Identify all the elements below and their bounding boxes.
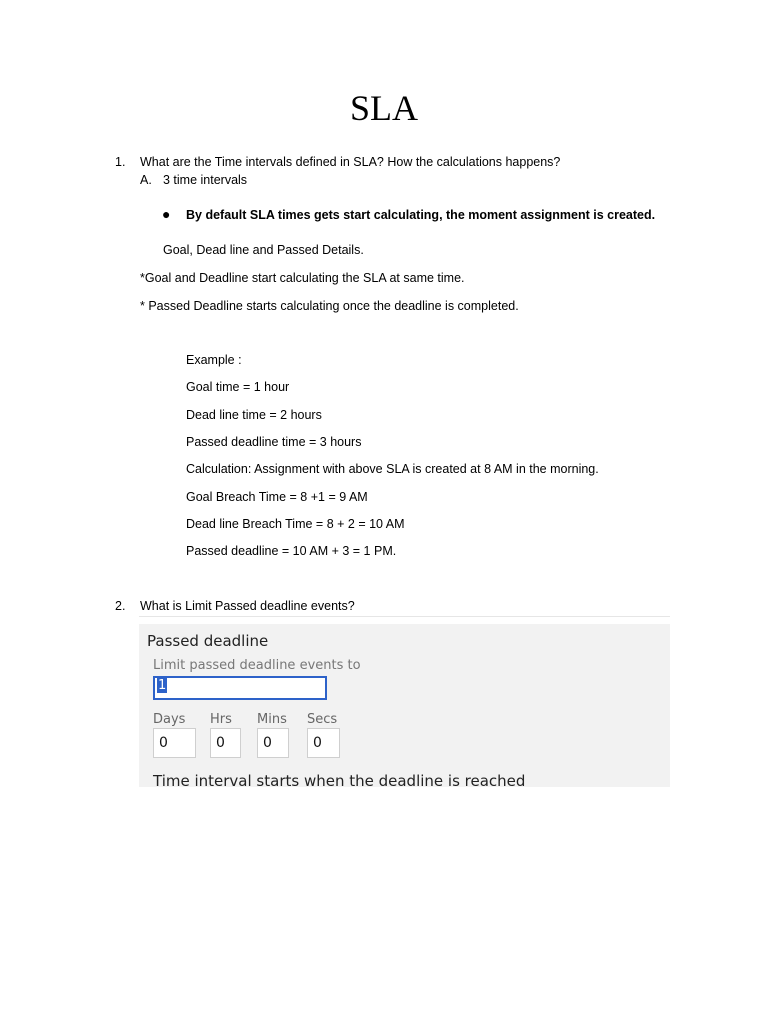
mins-input[interactable]: 0 (257, 728, 289, 758)
q2-number: 2. (115, 599, 126, 613)
secs-label: Secs (307, 712, 338, 727)
days-input[interactable]: 0 (153, 728, 196, 758)
days-label: Days (153, 712, 186, 727)
limit-input-value: 1 (158, 678, 167, 693)
mins-label: Mins (257, 712, 287, 727)
q1-note-1: *Goal and Deadline start calculating the SLA at same time. (140, 271, 465, 285)
example-line: Passed deadline = 10 AM + 3 = 1 PM. (186, 544, 397, 558)
q1-note-2: * Passed Deadline starts calculating once the deadline is completed. (140, 299, 519, 313)
q2-question: What is Limit Passed deadline events? (140, 599, 355, 613)
q1-bullet-text: By default SLA times gets start calculating, the moment assignment is created. (186, 208, 656, 222)
passed-deadline-panel (139, 624, 670, 787)
hrs-input[interactable]: 0 (210, 728, 241, 758)
example-line: Dead line Breach Time = 8 + 2 = 10 AM (186, 517, 405, 531)
example-line: Goal Breach Time = 8 +1 = 9 AM (186, 490, 368, 504)
limit-input[interactable] (153, 676, 327, 700)
example-line: Calculation: Assignment with above SLA is created at 8 AM in the morning. (186, 462, 599, 476)
hrs-label: Hrs (210, 712, 232, 727)
q1-question: What are the Time intervals defined in SLA? How the calculations happens? (140, 155, 561, 169)
example-line: Goal time = 1 hour (186, 380, 290, 394)
panel-title: Passed deadline (147, 632, 269, 650)
panel-footer: Time interval starts when the deadline is reached (153, 772, 526, 787)
example-line: Passed deadline time = 3 hours (186, 435, 362, 449)
example-line: Dead line time = 2 hours (186, 408, 322, 422)
example-heading: Example : (186, 353, 242, 367)
q1-number: 1. (115, 155, 126, 169)
limit-label: Limit passed deadline events to (153, 658, 361, 673)
q1-intervals: Goal, Dead line and Passed Details. (163, 243, 364, 257)
q1-answer-text: 3 time intervals (163, 173, 248, 187)
secs-input[interactable]: 0 (307, 728, 340, 758)
bullet-icon: ● (162, 206, 171, 222)
q1-answer-letter: A. (140, 173, 152, 187)
divider (139, 616, 670, 617)
document-title: SLA (349, 88, 418, 128)
